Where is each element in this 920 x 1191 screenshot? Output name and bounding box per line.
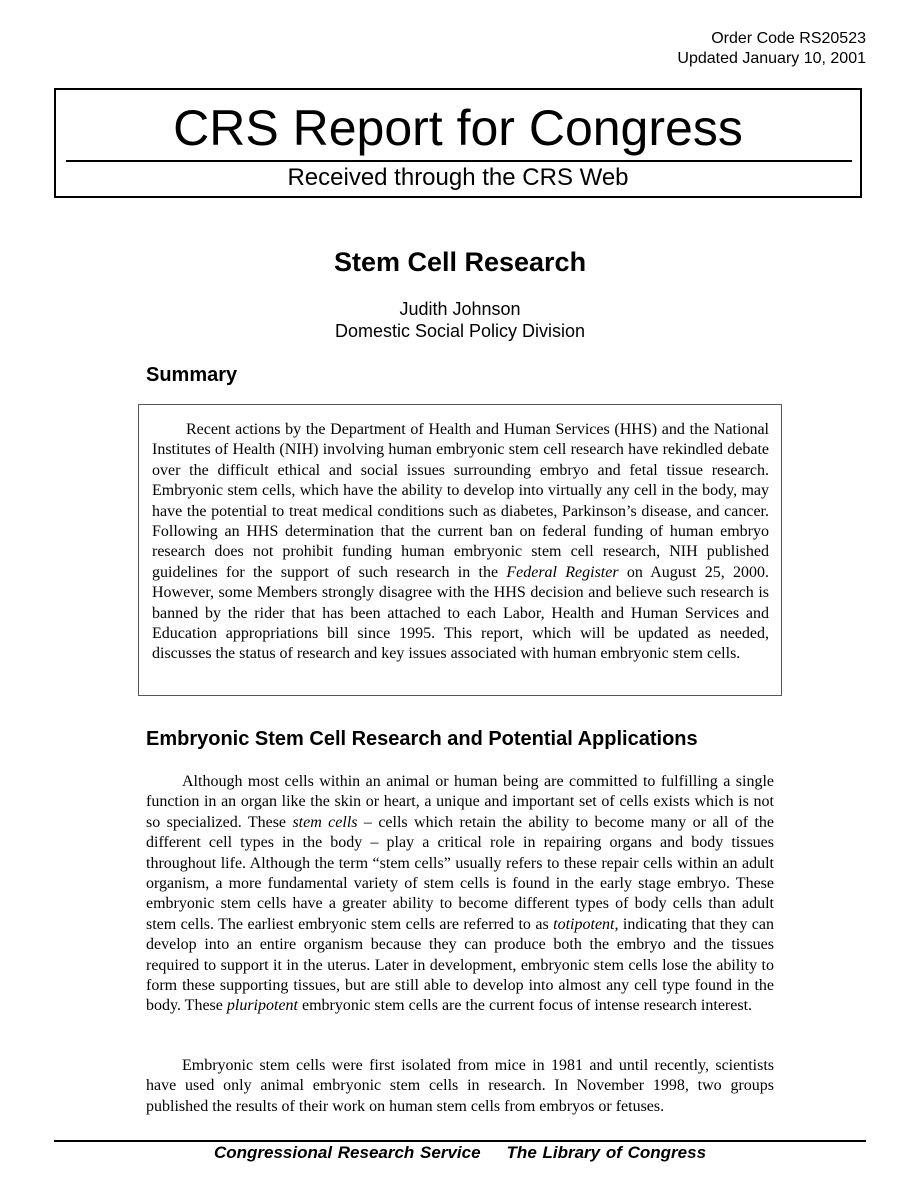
summary-text-part-2: on August 25, 2000. However, some Members strongly disagree with the HHS decision and believe such research is banned by the rider that has been attached to each Labor, Health and Human Services and Education appropriations bill since 1995. This report, which will be updated as needed, discusses the status of research and key issues associated with human embryonic stem cells. [152, 563, 770, 663]
banner-divider [66, 160, 852, 162]
document-title: Stem Cell Research [333, 247, 587, 277]
author-division: Domestic Social Policy Division [334, 321, 586, 341]
footer-left: Congressional Research Service [213, 1143, 481, 1162]
para1-emphasis-3: pluripotent [226, 997, 298, 1015]
para1-emphasis-2: totipotent, [553, 915, 619, 933]
footer [0, 1143, 920, 1163]
banner-subtitle: Received through the CRS Web [287, 164, 629, 191]
para1-emphasis-1: stem cells [292, 813, 358, 831]
order-info [677, 29, 866, 69]
author-name: Judith Johnson [399, 299, 521, 319]
para1-text-2: – cells which retain the ability to become many or all of the different cell types in the body – play a critical role in repairing organs and body tissues throughout life. Although the term “stem cells” usually refers to these repair cells within an adult organism, a more fundamental variety of stem cells is found in the early stage embryo. These embryonic stem cells have a greater ability to become different types of body cells than adult stem cells. The earliest embryonic stem cells are referred to as [146, 813, 774, 933]
banner-title: CRS Report for Congress [173, 100, 743, 156]
para1-text-3: indicating that they can develop into an entire organism because they can produce both the embryo and the tissues required to support it in the uterus. Later in development, embryonic stem cells lose the ability to form these supporting tissues, but are still able to develop into almost any cell type found in the body. These [146, 915, 775, 1015]
report-banner [54, 88, 862, 198]
section-heading: Embryonic Stem Cell Research and Potential Applications [146, 728, 698, 750]
summary-heading: Summary [146, 364, 238, 386]
footer-divider [54, 1140, 866, 1142]
footer-right: The Library of Congress [506, 1143, 707, 1162]
para1-text-4: embryonic stem cells are the current focus of intense research interest. [297, 997, 753, 1015]
body-paragraph-2: Embryonic stem cells were first isolated from mice in 1981 and until recently, scientists have used only animal embryonic stem cells in research. In November 1998, two groups published the results of their work on human stem cells from embryos or fetuses. [146, 1057, 774, 1115]
summary-box [138, 404, 782, 696]
para1-text-1: Although most cells within an animal or human being are committed to fulfilling a single function in an organ like the skin or heart, a unique and important set of cells exists which is not so specialized. These [146, 773, 774, 831]
order-code: Order Code RS20523 [711, 30, 866, 47]
summary-text-part-1: Recent actions by the Department of Health and Human Services (HHS) and the National Institutes of Health (NIH) involving human embryonic stem cell research have rekindled debate over the difficult ethical and social issues surrounding embryo and fetal tissue research. Embryonic stem cells, which have the ability to develop into virtually any cell in the body, may have the potential to treat medical conditions such as diabetes, Parkinson’s disease, and cancer. Following an HHS determination that the current ban on federal funding of human embryo research does not prohibit funding human embryonic stem cell research, NIH published guidelines for the support of such research in the [152, 421, 769, 581]
summary-emphasis: Federal Register [506, 563, 619, 581]
updated-date: Updated January 10, 2001 [677, 50, 866, 67]
body-paragraph-1 [146, 772, 774, 1017]
summary-text [152, 420, 769, 665]
